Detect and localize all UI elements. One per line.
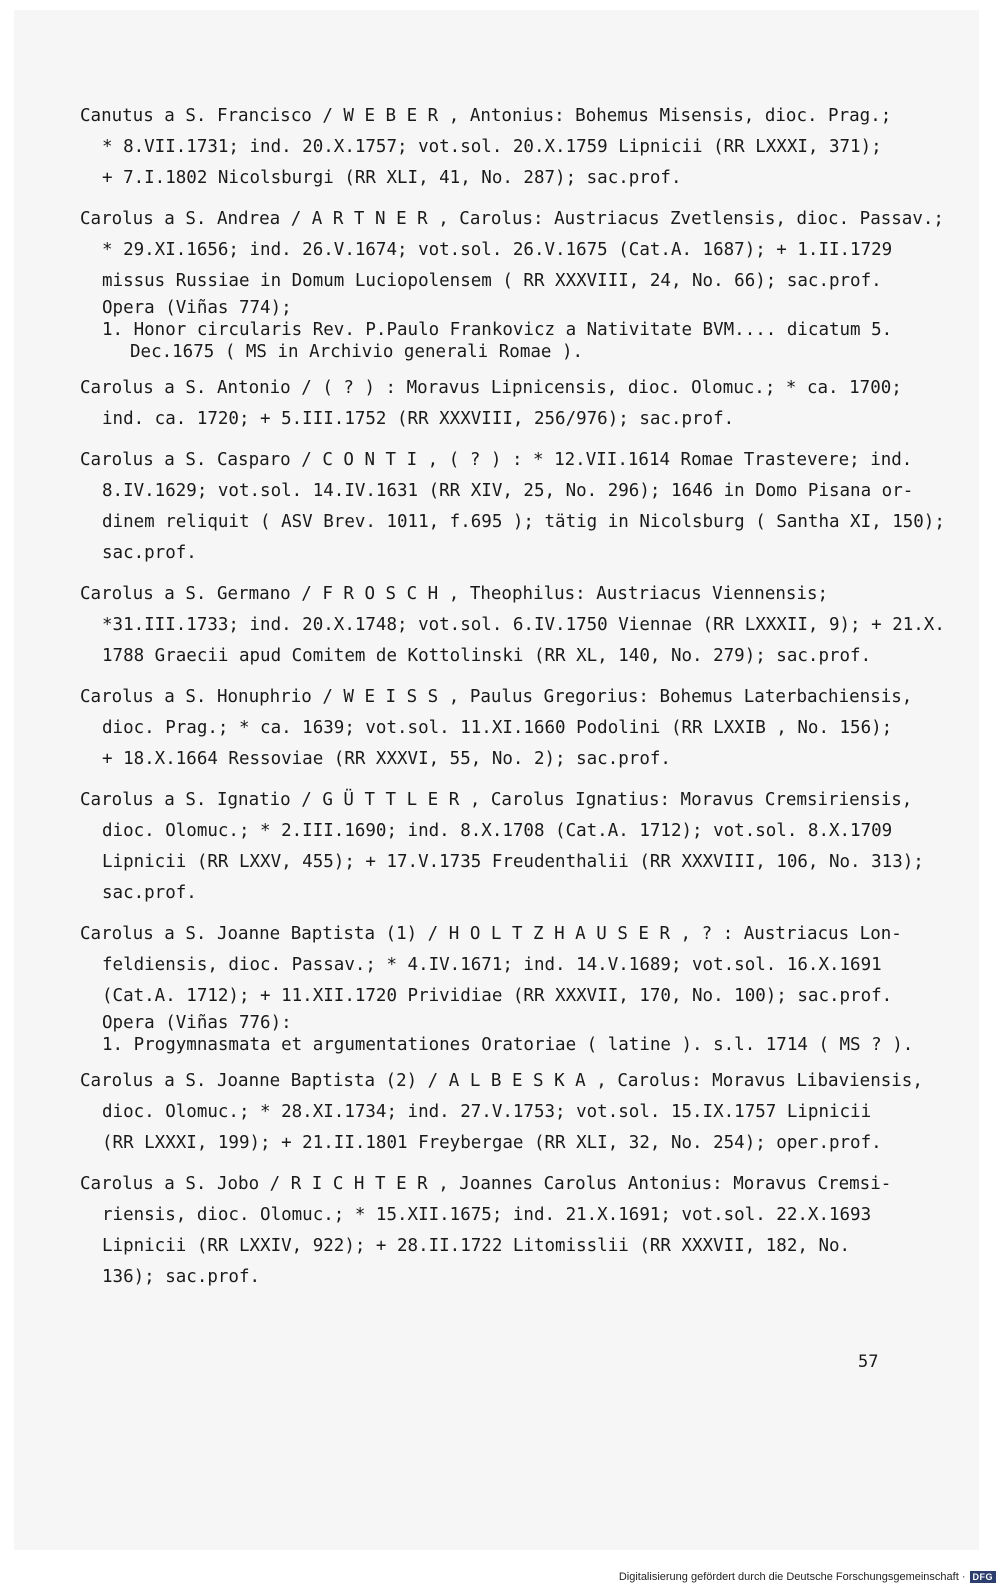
entry-text-line: Lipnicii (RR LXXV, 455); + 17.V.1735 Freudenthalii (RR XXXVIII, 106, No. 313); <box>102 852 924 872</box>
entry-text-line: Opera (Viñas 774); <box>102 298 292 318</box>
entry-text-line: Lipnicii (RR LXXIV, 922); + 28.II.1722 Litomisslii (RR XXXVII, 182, No. <box>102 1236 851 1256</box>
entry-text-line: dinem reliquit ( ASV Brev. 1011, f.695 ); tätig in Nicolsburg ( Santha XI, 150); <box>102 512 945 532</box>
entry-carolus-albeska <box>80 1066 923 1159</box>
entry-text-line: (RR LXXXI, 199); + 21.II.1801 Freybergae (RR XLI, 32, No. 254); oper.prof. <box>102 1133 882 1153</box>
entry-text-line: 136); sac.prof. <box>102 1267 261 1287</box>
entry-text-line: *31.III.1733; ind. 20.X.1748; vot.sol. 6.IV.1750 Viennae (RR LXXXII, 9); + 21.X. <box>102 615 945 635</box>
entry-carolus-artner <box>80 204 944 363</box>
entry-text-line: 1. Honor circularis Rev. P.Paulo Frankovicz a Nativitate BVM.... dicatum 5. <box>102 320 893 340</box>
entry-text-line: (Cat.A. 1712); + 11.XII.1720 Prividiae (RR XXXVII, 170, No. 100); sac.prof. <box>102 986 893 1006</box>
entry-text-line: 1788 Graecii apud Comitem de Kottolinski (RR XL, 140, No. 279); sac.prof. <box>102 646 872 666</box>
entry-text-line: riensis, dioc. Olomuc.; * 15.XII.1675; ind. 21.X.1691; vot.sol. 22.X.1693 <box>102 1205 872 1225</box>
entry-heading-line: Carolus a S. Jobo / R I C H T E R , Joannes Carolus Antonius: Moravus Cremsi- <box>80 1174 892 1194</box>
entry-text-line: + 18.X.1664 Ressoviae (RR XXXVI, 55, No. 2); sac.prof. <box>102 749 671 769</box>
entry-heading-line: Canutus a S. Francisco / W E B E R , Antonius: Bohemus Misensis, dioc. Prag.; <box>80 106 892 126</box>
entry-heading-line: Carolus a S. Casparo / C O N T I , ( ? ) : * 12.VII.1614 Romae Trastevere; ind. <box>80 450 913 470</box>
entry-text-line: 8.IV.1629; vot.sol. 14.IV.1631 (RR XIV, 25, No. 296); 1646 in Domo Pisana or- <box>102 481 914 501</box>
entry-heading-line: Carolus a S. Ignatio / G Ü T T L E R , Carolus Ignatius: Moravus Cremsiriensis, <box>80 790 913 810</box>
entry-text-line: + 7.I.1802 Nicolsburgi (RR XLI, 41, No. 287); sac.prof. <box>102 168 682 188</box>
page-number: 57 <box>858 1352 879 1372</box>
entry-carolus-weiss <box>80 682 920 775</box>
entry-text-line: feldiensis, dioc. Passav.; * 4.IV.1671; ind. 14.V.1689; vot.sol. 16.X.1691 <box>102 955 882 975</box>
entry-text-line: dioc. Olomuc.; * 28.XI.1734; ind. 27.V.1753; vot.sol. 15.IX.1757 Lipnicii <box>102 1102 872 1122</box>
entry-heading-line: Carolus a S. Antonio / ( ? ) : Moravus Lipnicensis, dioc. Olomuc.; * ca. 1700; <box>80 378 902 398</box>
entry-heading-line: Carolus a S. Joanne Baptista (1) / H O L T Z H A U S E R , ? : Austriacus Lon- <box>80 924 902 944</box>
entry-text-line: dioc. Olomuc.; * 2.III.1690; ind. 8.X.1708 (Cat.A. 1712); vot.sol. 8.X.1709 <box>102 821 893 841</box>
entry-carolus-frosch <box>80 579 945 672</box>
entry-carolus-holtzhauser <box>80 919 920 1056</box>
footer-text: Digitalisierung gefördert durch die Deutsche Forschungsgemeinschaft · <box>618 1571 966 1583</box>
entry-text-line: dioc. Prag.; * ca. 1639; vot.sol. 11.XI.1660 Podolini (RR LXXIB , No. 156); <box>102 718 893 738</box>
entry-carolus-guettler <box>80 785 924 909</box>
entry-canutus-weber <box>80 101 920 194</box>
entry-carolus-antonio <box>80 373 920 435</box>
entry-text-line: 1. Progymnasmata et argumentationes Oratoriae ( latine ). s.l. 1714 ( MS ? ). <box>102 1035 914 1055</box>
digitization-footer <box>619 1571 996 1583</box>
entry-carolus-conti <box>80 445 945 569</box>
entry-heading-line: Carolus a S. Honuphrio / W E I S S , Paulus Gregorius: Bohemus Laterbachiensis, <box>80 687 913 707</box>
entry-text-line: * 29.XI.1656; ind. 26.V.1674; vot.sol. 26.V.1675 (Cat.A. 1687); + 1.II.1729 <box>102 240 893 260</box>
entry-heading-line: Carolus a S. Germano / F R O S C H , Theophilus: Austriacus Viennensis; <box>80 584 829 604</box>
dfg-logo-icon: DFG <box>970 1571 997 1583</box>
entry-carolus-richter <box>80 1169 920 1293</box>
entry-text-line: missus Russiae in Domum Luciopolensem ( RR XXXVIII, 24, No. 66); sac.prof. <box>102 271 882 291</box>
entry-text-line: Opera (Viñas 776): <box>102 1013 292 1033</box>
entry-text-line: Dec.1675 ( MS in Archivio generali Romae ). <box>130 342 584 362</box>
entry-text-line: ind. ca. 1720; + 5.III.1752 (RR XXXVIII, 256/976); sac.prof. <box>102 409 735 429</box>
entry-text-line: sac.prof. <box>102 543 197 563</box>
entry-heading-line: Carolus a S. Andrea / A R T N E R , Carolus: Austriacus Zvetlensis, dioc. Passav.; <box>80 209 944 229</box>
page-body <box>80 101 945 1303</box>
entry-text-line: sac.prof. <box>102 883 197 903</box>
entry-text-line: * 8.VII.1731; ind. 20.X.1757; vot.sol. 20.X.1759 Lipnicii (RR LXXXI, 371); <box>102 137 882 157</box>
entry-heading-line: Carolus a S. Joanne Baptista (2) / A L B E S K A , Carolus: Moravus Libaviensis, <box>80 1071 923 1091</box>
